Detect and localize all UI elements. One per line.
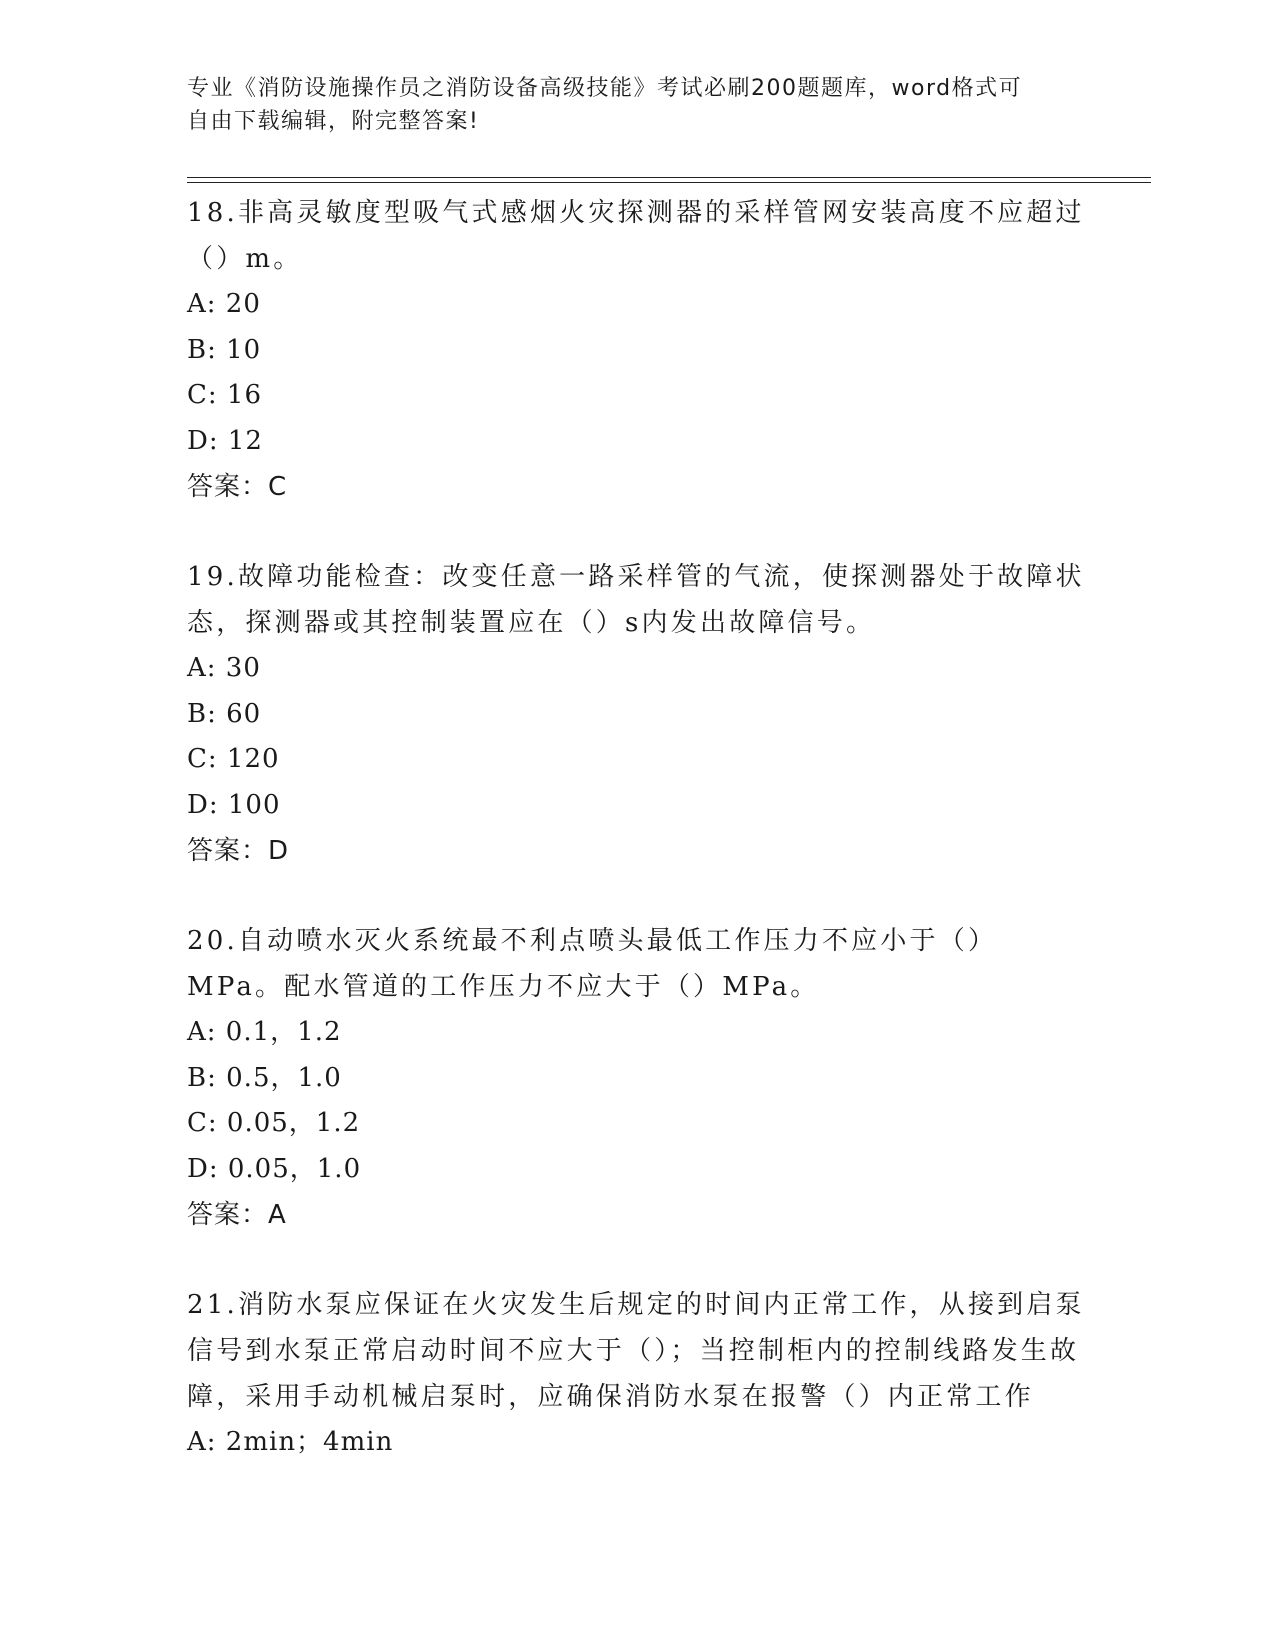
option-c: C: 120 xyxy=(187,744,280,774)
answer: 答案：D xyxy=(187,836,290,866)
question-20 xyxy=(187,918,1087,1238)
option-b: B: 60 xyxy=(187,698,262,729)
header-divider-bottom xyxy=(187,182,1151,183)
document-header xyxy=(187,72,1067,138)
option-b: B: 10 xyxy=(187,334,262,365)
option-d: D: 12 xyxy=(187,425,263,456)
option-a: A: 20 xyxy=(187,289,261,319)
option-c: C: 16 xyxy=(187,380,263,410)
option-a: A: 30 xyxy=(187,653,261,683)
header-line-1: 专业《消防设施操作员之消防设备高级技能》考试必刷200题题库，word格式可 xyxy=(187,76,1023,101)
question-19 xyxy=(187,554,1087,874)
question-21 xyxy=(187,1282,1087,1466)
option-b: B: 0.5，1.0 xyxy=(187,1062,342,1093)
answer: 答案：A xyxy=(187,1200,287,1230)
question-18 xyxy=(187,190,1087,510)
option-c: C: 0.05，1.2 xyxy=(187,1108,361,1138)
question-list xyxy=(187,190,1087,1510)
option-a: A: 2min；4min xyxy=(187,1427,394,1457)
question-stem: 19.故障功能检查：改变任意一路采样管的气流，使探测器处于故障状态，探测器或其控制装置应在（）s内发出故障信号。 xyxy=(187,562,1085,638)
header-line-2: 自由下载编辑，附完整答案! xyxy=(187,109,480,134)
header-divider-top xyxy=(187,177,1151,178)
option-a: A: 0.1，1.2 xyxy=(187,1017,342,1047)
question-stem: 18.非高灵敏度型吸气式感烟火灾探测器的采样管网安装高度不应超过（）m。 xyxy=(187,198,1085,274)
option-d: D: 100 xyxy=(187,789,281,820)
option-d: D: 0.05，1.0 xyxy=(187,1153,362,1184)
question-stem: 21.消防水泵应保证在火灾发生后规定的时间内正常工作，从接到启泵信号到水泵正常启动时间不应大于（）；当控制柜内的控制线路发生故障，采用手动机械启泵时，应确保消防水泵在报警（）内正常工作 xyxy=(187,1290,1085,1412)
question-stem: 20.自动喷水灭火系统最不利点喷头最低工作压力不应小于（）MPa。配水管道的工作压力不应大于（）MPa。 xyxy=(187,926,998,1002)
answer: 答案：C xyxy=(187,472,288,502)
